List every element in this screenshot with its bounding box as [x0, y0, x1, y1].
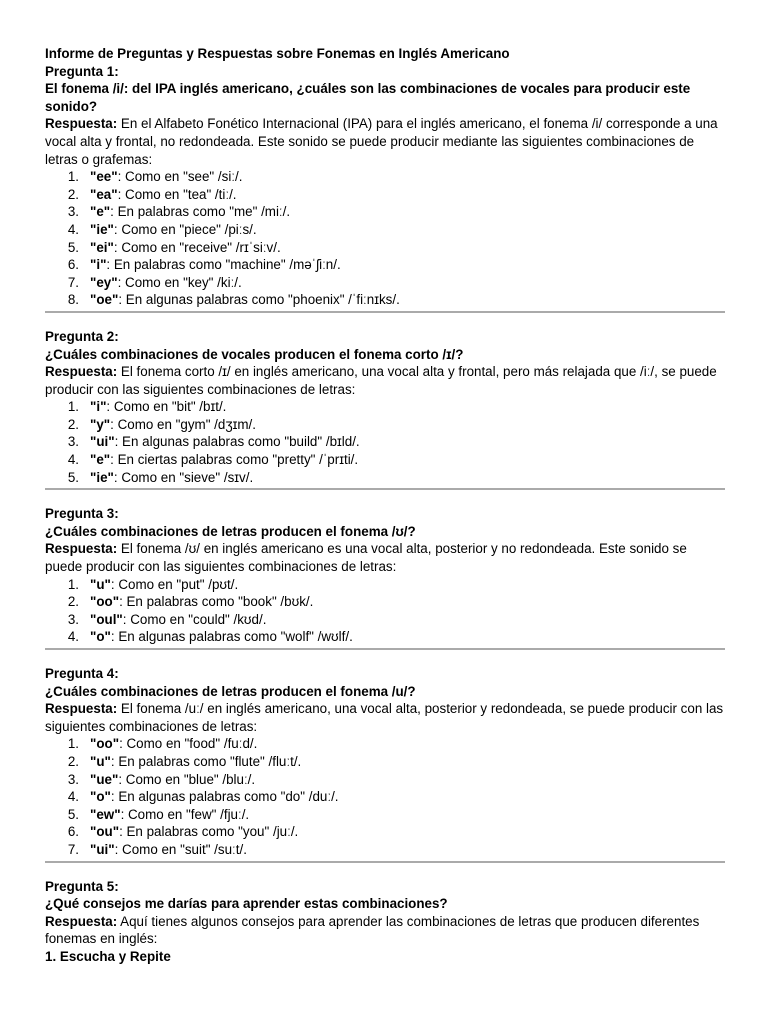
list-item	[45, 788, 725, 806]
question-section-2	[45, 328, 725, 490]
list-number: 4.	[67, 629, 79, 645]
grapheme: "oo"	[90, 736, 120, 752]
example-text: : Como en "key" /kiː/.	[117, 274, 242, 290]
answer-label: Respuesta:	[45, 364, 118, 380]
example-text: : En palabras como "book" /bʊk/.	[119, 594, 314, 610]
combination-list	[45, 576, 725, 646]
grapheme: "ui"	[90, 434, 115, 450]
answer-text: El fonema /uː/ en inglés americano, una vocal alta, posterior y redondeada, se puede producir con las siguientes combinaciones de letras:	[45, 701, 724, 734]
example-text: : En palabras como "me" /miː/.	[110, 204, 291, 220]
question-text: ¿Cuáles combinaciones de vocales producen el fonema corto /ɪ/?	[45, 346, 464, 362]
list-item	[45, 274, 725, 292]
list-item	[45, 735, 725, 753]
example-text: : Como en "sieve" /sɪv/.	[113, 469, 254, 485]
combination-list	[45, 735, 725, 858]
example-text: : Como en "put" /pʊt/.	[110, 576, 239, 592]
question-label: Pregunta 4:	[45, 666, 119, 681]
section-divider	[45, 648, 725, 650]
list-number: 3.	[67, 434, 79, 450]
combination-list	[45, 168, 725, 309]
answer-text: En el Alfabeto Fonético Internacional (IPA) para el inglés americano, el fonema /i/ corresponde a una vocal alta y frontal, no redondeada. Este sonido se puede producir mediante las siguientes combinaciones de letras o grafemas:	[45, 116, 718, 167]
list-item	[45, 806, 725, 824]
question-label: Pregunta 3:	[45, 506, 119, 522]
list-number: 2.	[67, 594, 79, 610]
section-divider	[45, 488, 725, 490]
tip-heading: 1. Escucha y Repite	[45, 948, 171, 964]
list-number: 4.	[67, 789, 79, 805]
list-number: 6.	[67, 824, 79, 840]
example-text: : Como en "suit" /suːt/.	[114, 841, 247, 857]
answer-paragraph	[45, 540, 725, 575]
question-section-5	[45, 878, 725, 966]
grapheme: "ue"	[90, 771, 119, 787]
grapheme: "u"	[90, 753, 111, 769]
example-text: : Como en "food" /fuːd/.	[119, 736, 258, 752]
answer-text: Aquí tienes algunos consejos para aprender las combinaciones de letras que producen diferentes fonemas en inglés:	[45, 913, 700, 947]
example-text: : Como en "few" /fjuː/.	[120, 806, 250, 822]
grapheme: "oul"	[90, 611, 123, 627]
grapheme: "ui"	[90, 841, 115, 857]
list-number: 8.	[67, 292, 79, 308]
question-section-4	[45, 665, 725, 863]
grapheme: "ey"	[90, 274, 118, 290]
example-text: : En ciertas palabras como "pretty" /ˈprɪti/.	[110, 452, 359, 468]
list-number: 6.	[67, 257, 79, 273]
list-item	[45, 239, 725, 257]
question-text: ¿Cuáles combinaciones de letras producen el fonema /ʊ/?	[45, 523, 416, 539]
list-item	[45, 291, 725, 309]
list-number: 5.	[67, 469, 79, 485]
list-number: 2.	[67, 753, 79, 769]
list-number: 2.	[67, 186, 79, 202]
grapheme: "oe"	[90, 292, 119, 308]
list-item	[45, 168, 725, 186]
question-text: El fonema /i/: del IPA inglés americano, ¿cuáles son las combinaciones de vocales para producir este sonido?	[45, 81, 691, 114]
grapheme: "ee"	[90, 169, 118, 185]
list-number: 4.	[67, 452, 79, 468]
answer-label: Respuesta:	[45, 541, 118, 557]
example-text: : En algunas palabras como "wolf" /wʊlf/.	[110, 629, 353, 645]
list-number: 3.	[67, 204, 79, 220]
question-text: ¿Cuáles combinaciones de letras producen el fonema /u/?	[45, 683, 416, 699]
question-label: Pregunta 2:	[45, 328, 119, 344]
list-number: 5.	[67, 806, 79, 822]
example-text: : Como en "see" /siː/.	[117, 169, 243, 185]
grapheme: "o"	[90, 629, 111, 645]
list-number: 3.	[67, 771, 79, 787]
section-divider	[45, 311, 725, 313]
grapheme: "ei"	[90, 239, 114, 255]
question-section-1	[45, 63, 725, 313]
combination-list	[45, 398, 725, 486]
grapheme: "ea"	[90, 186, 118, 202]
answer-label: Respuesta:	[45, 913, 118, 929]
list-item	[45, 451, 725, 469]
grapheme: "e"	[90, 452, 111, 468]
list-item	[45, 203, 725, 221]
answer-paragraph	[45, 363, 725, 398]
grapheme: "i"	[90, 257, 107, 273]
grapheme: "ew"	[90, 806, 121, 822]
answer-paragraph	[45, 913, 725, 948]
list-item	[45, 469, 725, 487]
grapheme: "y"	[90, 416, 111, 432]
list-item	[45, 256, 725, 274]
list-number: 1.	[67, 576, 79, 592]
list-number: 2.	[67, 416, 79, 432]
grapheme: "u"	[90, 576, 111, 592]
answer-text: El fonema /ʊ/ en inglés americano es una vocal alta, posterior y no redondeada. Este sonido se puede producir con las siguientes combinaciones de letras:	[45, 541, 687, 575]
example-text: : En palabras como "you" /juː/.	[119, 824, 299, 840]
list-item	[45, 416, 725, 434]
list-number: 5.	[67, 239, 79, 255]
document-page	[45, 45, 725, 966]
answer-label: Respuesta:	[45, 116, 118, 132]
list-number: 3.	[67, 611, 79, 627]
grapheme: "i"	[90, 399, 107, 415]
list-item	[45, 611, 725, 629]
question-section-3	[45, 505, 725, 650]
example-text: : En palabras como "machine" /məˈʃiːn/.	[106, 257, 341, 273]
document-title: Informe de Preguntas y Respuestas sobre Fonemas en Inglés Americano	[45, 46, 510, 61]
section-divider	[45, 861, 725, 863]
list-number: 1.	[67, 736, 79, 752]
answer-label: Respuesta:	[45, 701, 118, 717]
list-number: 1.	[67, 169, 79, 185]
list-item	[45, 753, 725, 771]
example-text: : En algunas palabras como "build" /bɪld/.	[114, 434, 360, 450]
grapheme: "e"	[90, 204, 111, 220]
list-item	[45, 398, 725, 416]
question-label: Pregunta 5:	[45, 878, 119, 894]
list-item	[45, 771, 725, 789]
example-text: : Como en "gym" /dʒɪm/.	[110, 416, 257, 432]
list-item	[45, 823, 725, 841]
list-number: 4.	[67, 221, 79, 237]
list-item	[45, 433, 725, 451]
list-number: 1.	[67, 399, 79, 415]
grapheme: "ie"	[90, 469, 114, 485]
question-label: Pregunta 1:	[45, 63, 119, 79]
grapheme: "o"	[90, 789, 111, 805]
example-text: : En algunas palabras como "do" /duː/.	[110, 789, 339, 805]
example-text: : En algunas palabras como "phoenix" /ˈfiːnɪks/.	[118, 292, 400, 308]
list-number: 7.	[67, 274, 79, 290]
answer-text: El fonema corto /ɪ/ en inglés americano, una vocal alta y frontal, pero más relajada que /iː/, se puede producir con las siguientes combinaciones de letras:	[45, 364, 717, 397]
question-text: ¿Qué consejos me darías para aprender estas combinaciones?	[45, 896, 448, 912]
example-text: : Como en "piece" /piːs/.	[113, 221, 257, 237]
grapheme: "ie"	[90, 221, 114, 237]
example-text: : Como en "blue" /bluː/.	[118, 771, 256, 787]
example-text: : Como en "receive" /rɪˈsiːv/.	[113, 239, 281, 255]
list-number: 7.	[67, 841, 79, 857]
list-item	[45, 841, 725, 859]
answer-paragraph	[45, 700, 725, 735]
list-item	[45, 221, 725, 239]
answer-paragraph	[45, 115, 725, 168]
grapheme: "ou"	[90, 824, 120, 840]
example-text: : Como en "tea" /tiː/.	[117, 186, 237, 202]
grapheme: "oo"	[90, 594, 120, 610]
example-text: : Como en "could" /kʊd/.	[122, 611, 267, 627]
example-text: : En palabras como "flute" /fluːt/.	[110, 753, 302, 769]
list-item	[45, 186, 725, 204]
list-item	[45, 593, 725, 611]
example-text: : Como en "bit" /bɪt/.	[106, 399, 227, 415]
list-item	[45, 628, 725, 646]
list-item	[45, 576, 725, 594]
